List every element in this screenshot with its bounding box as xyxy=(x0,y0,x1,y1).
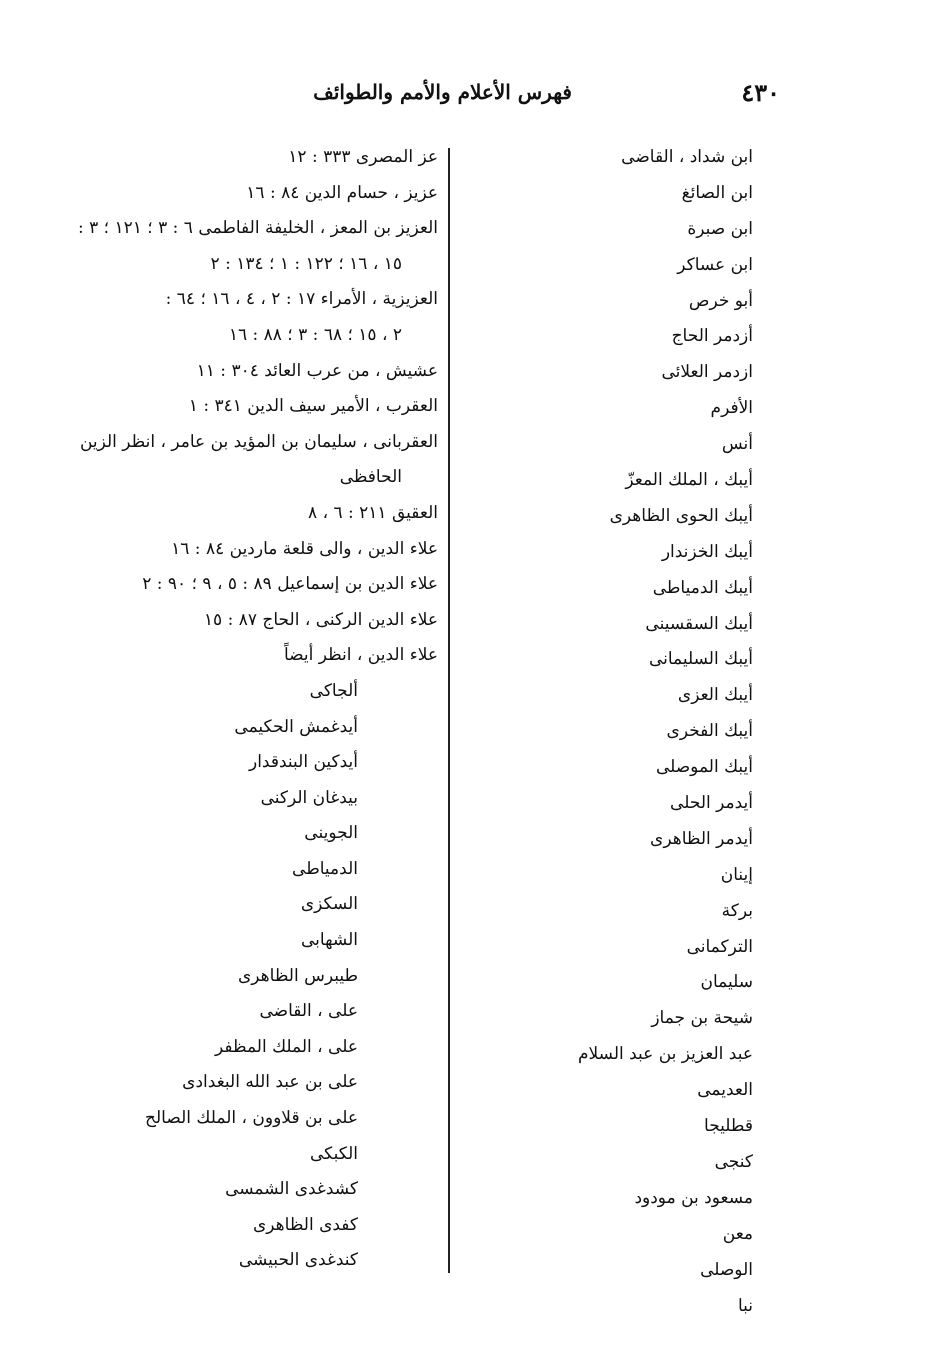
index-subentry: ألجاكى xyxy=(309,680,358,701)
index-entry: أيبك السقسينى xyxy=(645,613,753,634)
index-column-left xyxy=(18,140,438,1279)
index-subentry: الحافظى xyxy=(339,467,402,488)
index-entry: أيبك الموصلى xyxy=(655,757,753,778)
index-entry: أيبك الدمياطى xyxy=(652,577,753,598)
index-subentry: على بن عبد الله البغدادى xyxy=(182,1072,358,1093)
index-entry: أيبك الحوى الظاهرى xyxy=(609,505,753,526)
index-entry: علاء الدين ، والى قلعة ماردين ٨٤ : ١٦ xyxy=(171,538,438,559)
index-entry: العديمى xyxy=(697,1080,753,1101)
index-subentry: الكبكى xyxy=(310,1143,358,1164)
index-subentry: طيبرس الظاهرى xyxy=(237,965,358,986)
index-entry: ابن الصائغ xyxy=(681,182,753,203)
index-entry: العقيق ٢١١ : ٦ ، ٨ xyxy=(308,502,438,523)
index-entry: أنس xyxy=(721,434,753,455)
page-number: ٤٣٠ xyxy=(741,78,780,107)
index-entry: مسعود بن مودود xyxy=(634,1187,753,1208)
index-entry: سليمان xyxy=(700,972,753,993)
index-subentry: كشدغدى الشمسى xyxy=(225,1179,358,1200)
index-entry: علاء الدين الركنى ، الحاج ٨٧ : ١٥ xyxy=(203,609,438,630)
index-subentry: السكزى xyxy=(300,894,358,915)
index-entry: أيدمر الحلى xyxy=(670,793,753,814)
index-entry: أبو خرص xyxy=(688,290,753,311)
index-entry: نبا xyxy=(737,1295,753,1316)
index-subentry: بيدغان الركنى xyxy=(260,787,358,808)
index-entry: ابن عساكر xyxy=(677,254,753,275)
index-entry: التركمانى xyxy=(686,936,753,957)
page-header xyxy=(313,78,780,118)
index-subentry: كفدى الظاهرى xyxy=(252,1214,358,1235)
index-column-right xyxy=(423,140,753,1324)
index-entry: أيبك ، الملك المعزّ xyxy=(625,470,753,491)
page-title: فهرس الأعلام والأمم والطوائف xyxy=(313,80,572,104)
index-entry: قطليجا xyxy=(704,1116,753,1137)
index-entry: العزيزية ، الأمراء ١٧ : ٢ ، ٤ ، ١٦ ؛ ٦٤ : xyxy=(165,289,438,310)
index-subentry: الجوينى xyxy=(304,823,358,844)
index-subentry: على ، القاضى xyxy=(259,1001,358,1022)
index-subentry: كندغدى الحبيشى xyxy=(238,1250,358,1271)
index-subentry: أيدكين البندقدار xyxy=(248,752,358,773)
index-subentry: ١٥ ، ١٦ ؛ ١٢٢ : ١ ؛ ١٣٤ : ٢ xyxy=(210,253,402,274)
index-entry: كنجى xyxy=(714,1151,753,1172)
index-entry: أزدمر الحاج xyxy=(671,326,753,347)
index-entry: العقرب ، الأمير سيف الدين ٣٤١ : ١ xyxy=(188,396,438,417)
index-entry: أيبك السليمانى xyxy=(648,649,753,670)
index-entry: شيحة بن جماز xyxy=(651,1008,753,1029)
index-entry: ازدمر العلائى xyxy=(661,362,753,383)
index-entry: أيبك الفخرى xyxy=(666,721,753,742)
index-entry: الأفرم xyxy=(710,398,753,419)
index-entry: إينان xyxy=(720,864,753,885)
index-entry: عبد العزيز بن عبد السلام xyxy=(577,1044,753,1065)
index-entry: أيبك العزى xyxy=(677,685,753,706)
index-entry: عشيش ، من عرب العائد ٣٠٤ : ١١ xyxy=(196,360,438,381)
index-subentry: ٢ ، ١٥ ؛ ٦٨ : ٣ ؛ ٨٨ : ١٦ xyxy=(228,324,402,345)
index-entry: علاء الدين بن إسماعيل ٨٩ : ٥ ، ٩ ؛ ٩٠ : ٢ xyxy=(142,574,438,595)
index-entry: علاء الدين ، انظر أيضاً xyxy=(283,645,438,666)
index-entry: الوصلى xyxy=(700,1259,753,1280)
index-entry: أيبك الخزندار xyxy=(661,541,753,562)
index-subentry: على بن قلاوون ، الملك الصالح xyxy=(145,1108,358,1129)
index-subentry: على ، الملك المظفر xyxy=(215,1036,358,1057)
index-entry: أيدمر الظاهرى xyxy=(650,828,753,849)
index-subentry: أيدغمش الحكيمى xyxy=(234,716,358,737)
index-entry: العقربانى ، سليمان بن المؤيد بن عامر ، انظر الزين xyxy=(79,431,438,452)
index-entry: عزيز ، حسام الدين ٨٤ : ١٦ xyxy=(246,182,438,203)
index-entry: بركة xyxy=(721,900,753,921)
index-subentry: الدمياطى xyxy=(292,858,358,879)
index-entry: معن xyxy=(722,1223,753,1244)
index-subentry: الشهابى xyxy=(301,930,358,951)
index-entry: عز المصرى ٣٣٣ : ١٢ xyxy=(288,147,438,167)
index-entry: العزيز بن المعز ، الخليفة الفاطمى ٦ : ٣ ؛ ١٢١ ؛ ٣ : xyxy=(77,218,438,239)
index-entry: ابن صبرة xyxy=(687,218,753,239)
index-entry: ابن شداد ، القاضى xyxy=(621,147,753,167)
